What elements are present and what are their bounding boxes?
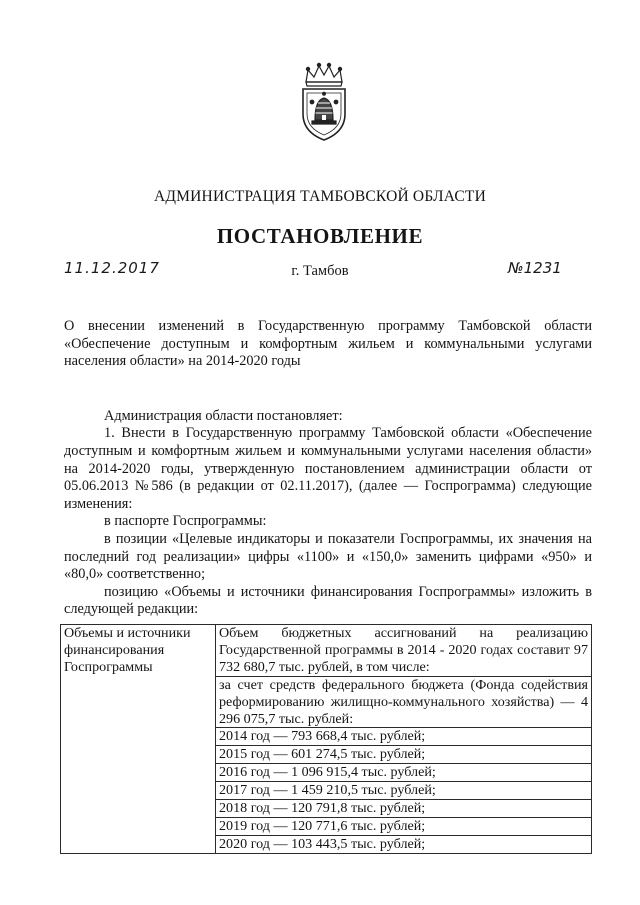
city-label: г. Тамбов xyxy=(291,263,349,279)
handwritten-date: 11.12.2017 xyxy=(64,259,160,277)
table-label-line: Объемы и источники xyxy=(64,625,191,641)
table-label-line: финансирования xyxy=(64,641,165,658)
funding-year-line: 2017 год — 1 459 210,5 тыс. рублей; xyxy=(216,782,591,800)
table-label-line: Госпрограммы xyxy=(64,658,153,675)
funding-passport-table xyxy=(60,624,592,854)
funding-total-line: Объем бюджетных ассигнований на реализацию Государственной программы в 2014 - 2020 годах составит 97 732 680,7 тыс. рублей, в том числе: xyxy=(216,625,591,677)
body-paragraph: позицию «Объемы и источники финансирования Госпрограммы» изложить в следующей редакции: xyxy=(64,583,592,618)
body-paragraph: Администрация области постановляет: xyxy=(104,407,343,424)
body-paragraph: 1. Внести в Государственную программу Тамбовской области «Обеспечение доступным и комфортным жильем и коммунальными услугами населения области» на 2014-2020 годы, утвержденную постановлением администрации области от 05.06.2013 №586 (в редакции от 02.11.2017), (далее — Госпрограмма) следующие изменения: xyxy=(64,425,592,512)
body-paragraph: в паспорте Госпрограммы: xyxy=(104,513,267,530)
funding-year-line: 2014 год — 793 668,4 тыс. рублей; xyxy=(216,728,591,746)
funding-year-line: 2015 год — 601 274,5 тыс. рублей; xyxy=(216,746,591,764)
document-type-heading: ПОСТАНОВЛЕНИЕ xyxy=(216,224,424,248)
federal-budget-line: за счет средств федерального бюджета (Фонда содействия реформированию жилищно-коммунального хозяйства) — 4 296 075,7 тыс. рублей: xyxy=(216,677,591,729)
document-title: О внесении изменений в Государственную программу Тамбовской области «Обеспечение доступным и комфортным жильем и коммунальными услугами населения области» на 2014-2020 годы xyxy=(64,318,592,370)
body-paragraph: в позиции «Целевые индикаторы и показатели Госпрограммы, их значения на последний год реализации» цифры «1100» и «150,0» заменить цифрами «950» и «80,0» соответственно; xyxy=(64,530,592,583)
funding-year-line: 2020 год — 103 443,5 тыс. рублей; xyxy=(219,835,426,852)
table-value-cell xyxy=(216,625,592,854)
handwritten-document-number: №1231 xyxy=(508,259,562,277)
funding-year-line: 2018 год — 120 791,8 тыс. рублей; xyxy=(216,800,591,818)
document-body xyxy=(64,318,592,619)
funding-year-line: 2016 год — 1 096 915,4 тыс. рублей; xyxy=(216,764,591,782)
tambov-coat-of-arms-icon xyxy=(298,62,350,142)
table-label-cell xyxy=(61,625,216,854)
organization-name: АДМИНИСТРАЦИЯ ТАМБОВСКОЙ ОБЛАСТИ xyxy=(154,188,486,205)
funding-year-line: 2019 год — 120 771,6 тыс. рублей; xyxy=(216,818,591,836)
table-row xyxy=(61,625,592,854)
